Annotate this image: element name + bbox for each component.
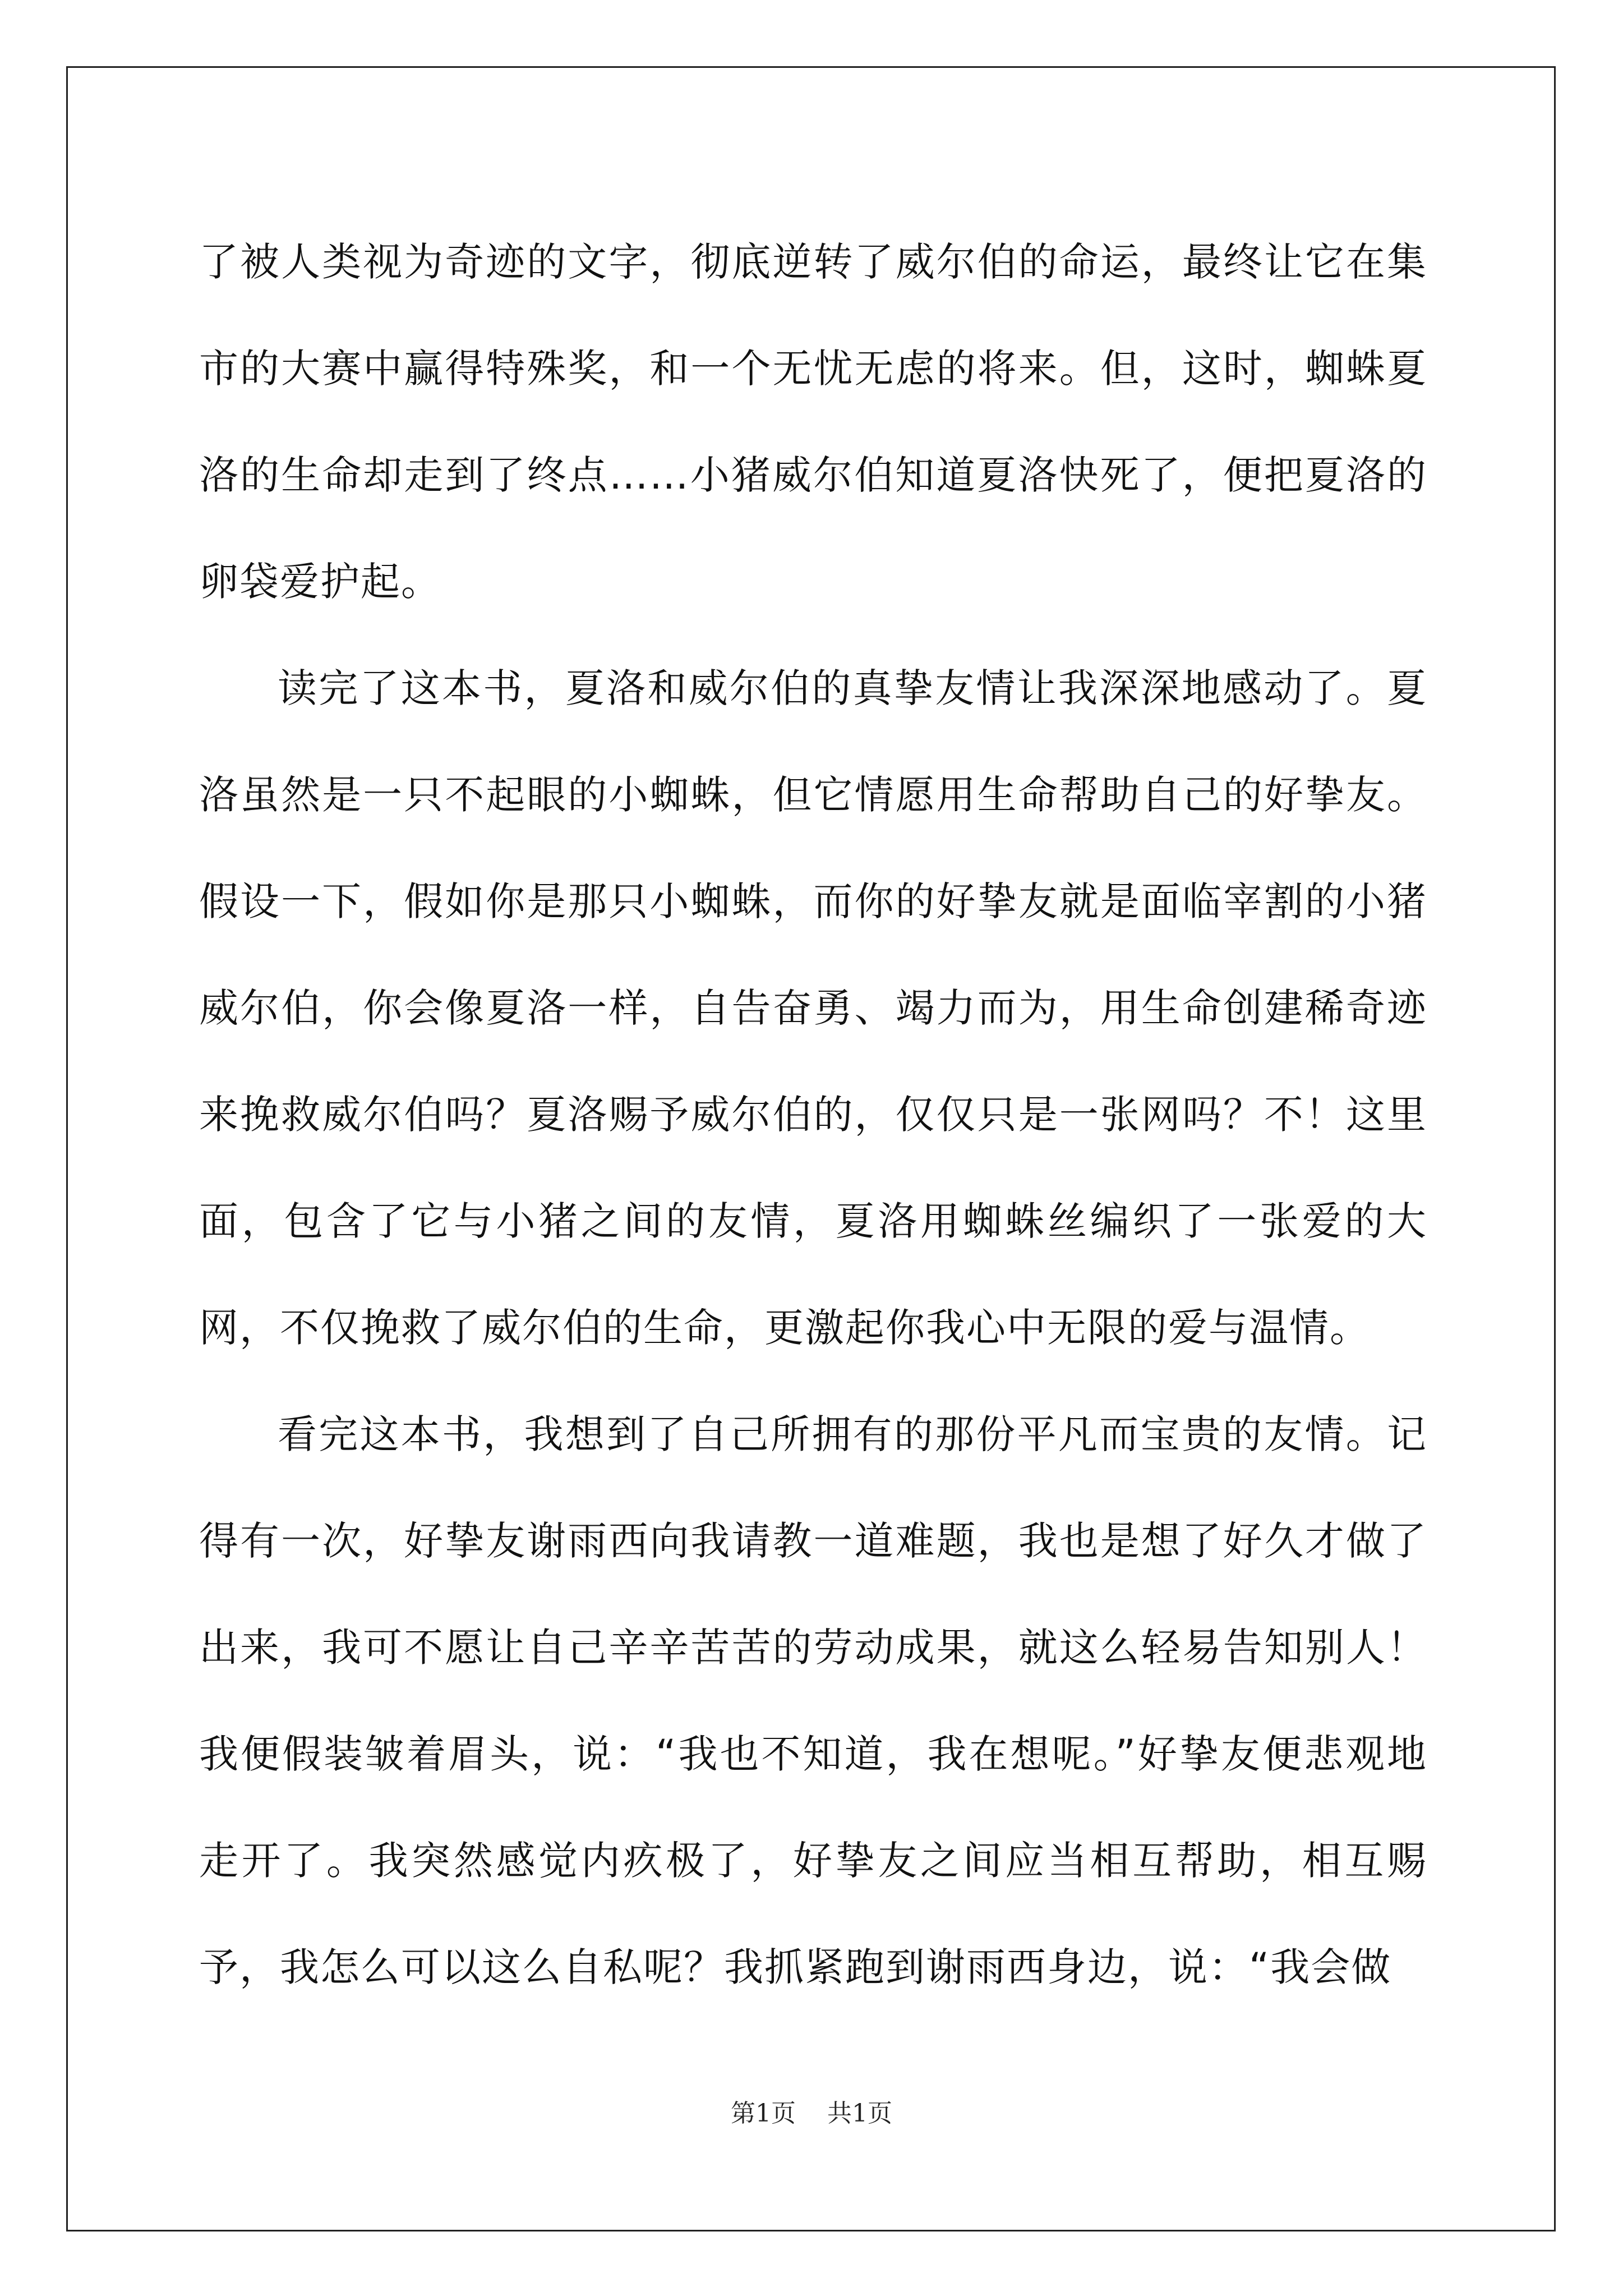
paragraph-2: 读完了这本书，夏洛和威尔伯的真挚友情让我深深地感动了。夏洛虽然是一只不起眼的小蜘蛛，但它情愿用生命帮助自己的好挚友。假设一下，假如你是那只小蜘蛛，而你的好挚友就是面临宰割的小猪威尔伯，你会像夏洛一样，自告奋勇、竭力而为，用生命创建稀奇迹来挽救威尔伯吗？夏洛赐予威尔伯的，仅仅只是一张网吗？不！这里面，包含了它与小猪之间的友情，夏洛用蜘蛛丝编织了一张爱的大网，不仅挽救了威尔伯的生命，更激起你我心中无限的爱与温情。 [199,665,1427,1351]
paragraph-3: 看完这本书，我想到了自己所拥有的那份平凡而宝贵的友情。记得有一次，好挚友谢雨西向我请教一道难题，我也是想了好久才做了出来，我可不愿让自己辛辛苦苦的劳动成果，就这么轻易告知别人！我便假装皱着眉头，说：“我也不知道，我在想呢。”好挚友便悲观地走开了。我突然感觉内疚极了，好挚友之间应当相互帮助，相互赐予，我怎么可以这么自私呢？我抓紧跑到谢雨西身边，说：“我会做 [199,1411,1427,1990]
paragraph-1: 了被人类视为奇迹的文字，彻底逆转了威尔伯的命运，最终让它在集市的大赛中赢得特殊奖，和一个无忧无虑的将来。但，这时，蜘蛛夏洛的生命却走到了终点……小猪威尔伯知道夏洛快死了，便把夏洛的卵袋爱护起。 [199,239,1427,605]
page-total: 共1页 [827,2099,892,2128]
page-number: 第1页 [731,2099,796,2128]
document-body [199,209,1427,2021]
page-footer [0,2097,1623,2131]
